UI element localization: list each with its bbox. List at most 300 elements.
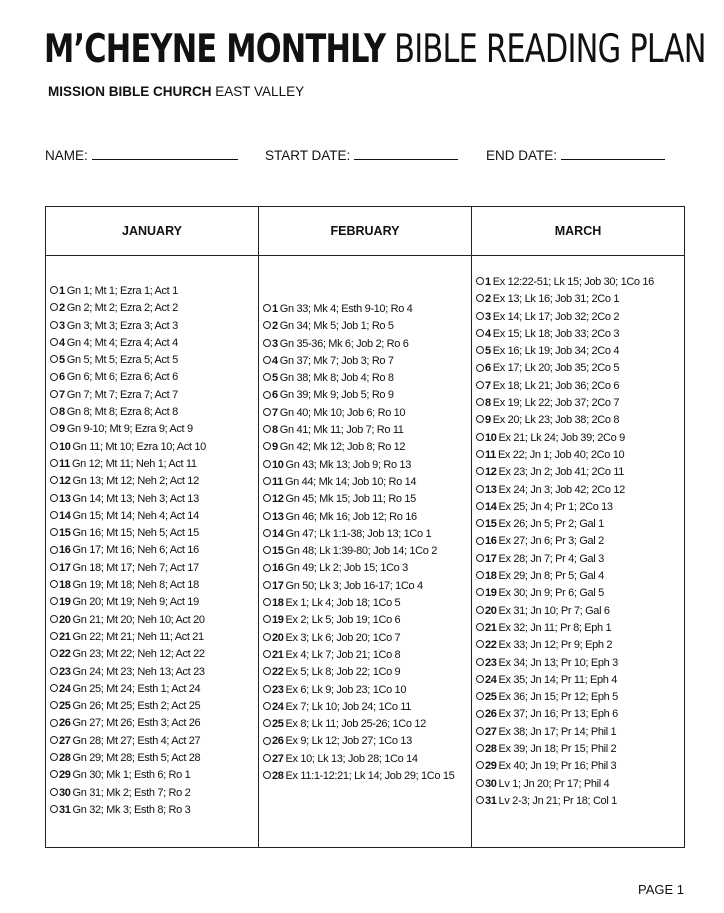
reading-item[interactable] [259,543,471,560]
reading-item[interactable] [46,300,258,317]
checkbox-circle-icon[interactable] [476,312,484,320]
reading-item[interactable] [259,457,471,474]
day-number: 25 [59,700,71,713]
checkbox-circle-icon[interactable] [50,597,58,605]
reading-item[interactable] [46,681,258,698]
reading-text: Ex 9; Lk 12; Job 27; 1Co 13 [285,735,412,748]
reading-text: Lv 2-3; Jn 21; Pr 18; Col 1 [498,794,617,807]
reading-item[interactable] [46,750,258,767]
day-number: 19 [272,614,284,627]
day-number: 4 [59,336,65,349]
reading-item[interactable] [472,482,684,499]
checkbox-circle-icon[interactable] [50,736,58,744]
reading-item[interactable] [46,525,258,542]
checkbox-circle-icon[interactable] [50,667,58,675]
reading-item[interactable] [259,474,471,491]
reading-item[interactable] [472,395,684,412]
checkbox-circle-icon[interactable] [50,494,58,502]
reading-text: Gn 9-10; Mt 9; Ezra 9; Act 9 [66,423,193,436]
day-number: 18 [485,570,497,583]
checkbox-circle-icon[interactable] [263,685,271,693]
reading-text: Gn 34; Mk 5; Job 1; Ro 5 [279,320,394,333]
reading-text: Ex 24; Jn 3; Job 42; 2Co 12 [498,483,625,496]
checkbox-circle-icon[interactable] [263,304,271,312]
day-number: 7 [59,388,65,401]
reading-item[interactable] [259,370,471,387]
reading-item[interactable] [259,578,471,595]
reading-item[interactable] [46,369,258,386]
reading-text: Ex 11:1-12:21; Lk 14; Job 29; 1Co 15 [285,770,455,783]
reading-text: Gn 27; Mt 26; Esth 3; Act 26 [72,717,201,730]
month-column-february [259,256,472,848]
checkbox-circle-icon[interactable] [476,381,484,389]
reading-item[interactable] [46,733,258,750]
checkbox-circle-icon[interactable] [50,407,58,415]
reading-item[interactable] [472,655,684,672]
reading-item[interactable] [259,630,471,647]
day-number: 26 [59,717,71,730]
checkbox-circle-icon[interactable] [263,460,271,468]
checkbox-circle-icon[interactable] [50,632,58,640]
checkbox-circle-icon[interactable] [476,606,484,614]
checkbox-circle-icon[interactable] [263,546,271,554]
reading-item[interactable] [472,378,684,395]
reading-item[interactable] [472,291,684,308]
reading-text: Ex 32; Jn 11; Pr 8; Eph 1 [498,621,612,634]
reading-item[interactable] [46,387,258,404]
reading-text: Gn 4; Mt 4; Ezra 4; Act 4 [66,336,178,349]
day-number: 21 [485,621,497,634]
checkbox-circle-icon[interactable] [476,710,484,718]
reading-text: Gn 29; Mt 28; Esth 5; Act 28 [72,752,201,765]
start-date-field[interactable] [265,145,458,163]
checkbox-circle-icon[interactable] [263,633,271,641]
end-date-line[interactable] [561,145,665,160]
day-number: 7 [272,406,278,419]
checkbox-circle-icon[interactable] [50,563,58,571]
reading-text: Ex 10; Lk 13; Job 28; 1Co 14 [285,752,418,765]
checkbox-circle-icon[interactable] [50,684,58,692]
reading-item[interactable] [472,464,684,481]
reading-text: Gn 18; Mt 17; Neh 7; Act 17 [72,561,199,574]
day-number: 30 [485,777,497,790]
reading-list-january [46,283,258,819]
reading-text: Ex 25; Jn 4; Pr 1; 2Co 13 [498,500,613,513]
checkbox-circle-icon[interactable] [263,615,271,623]
reading-text: Ex 29; Jn 8; Pr 5; Gal 4 [498,570,604,583]
reading-item[interactable] [46,785,258,802]
checkbox-circle-icon[interactable] [263,737,271,745]
reading-item[interactable] [259,664,471,681]
day-number: 9 [485,414,491,427]
reading-text: Gn 28; Mt 27; Esth 4; Act 27 [72,734,201,747]
checkbox-circle-icon[interactable] [50,355,58,363]
reading-item[interactable] [472,706,684,723]
checkbox-circle-icon[interactable] [263,598,271,606]
reading-item[interactable] [46,715,258,732]
reading-text: Ex 20; Lk 23; Job 38; 2Co 8 [492,414,620,427]
reading-item[interactable] [472,360,684,377]
reading-item[interactable] [259,422,471,439]
reading-text: Ex 7; Lk 10; Job 24; 1Co 11 [285,700,412,713]
checkbox-circle-icon[interactable] [50,649,58,657]
month-column-march [472,256,685,848]
checkbox-circle-icon[interactable] [476,467,484,475]
day-number: 22 [485,639,497,652]
reading-text: Ex 35; Jn 14; Pr 11; Eph 4 [498,673,618,686]
day-number: 5 [272,372,278,385]
reading-text: Ex 31; Jn 10; Pr 7; Gal 6 [498,604,610,617]
day-number: 31 [59,803,71,816]
checkbox-circle-icon[interactable] [476,364,484,372]
checkbox-circle-icon[interactable] [476,415,484,423]
reading-text: Ex 2; Lk 5; Job 19; 1Co 6 [285,614,401,627]
reading-item[interactable] [259,491,471,508]
reading-item[interactable] [472,793,684,810]
reading-item[interactable] [472,724,684,741]
checkbox-circle-icon[interactable] [476,761,484,769]
reading-item[interactable] [46,318,258,335]
reading-item[interactable] [46,508,258,525]
reading-item[interactable] [472,620,684,637]
checkbox-circle-icon[interactable] [263,356,271,364]
reading-text: Ex 8; Lk 11; Job 25-26; 1Co 12 [285,718,426,731]
checkbox-circle-icon[interactable] [263,391,271,399]
reading-text: Ex 37; Jn 16; Pr 13; Eph 6 [498,708,618,721]
checkbox-circle-icon[interactable] [476,294,484,302]
reading-item[interactable] [46,473,258,490]
reading-text: Gn 21; Mt 20; Neh 10; Act 20 [72,613,205,626]
reading-item[interactable] [472,274,684,291]
reading-item[interactable] [259,682,471,699]
day-number: 27 [59,734,71,747]
day-number: 21 [59,630,71,643]
start-date-line[interactable] [354,145,458,160]
reading-item[interactable] [259,733,471,750]
reading-item[interactable] [259,751,471,768]
reading-text: Ex 21; Lk 24; Job 39; 2Co 9 [498,431,625,444]
reading-item[interactable] [46,594,258,611]
checkbox-circle-icon[interactable] [50,701,58,709]
reading-item[interactable] [46,491,258,508]
reading-item[interactable] [46,404,258,421]
reading-item[interactable] [259,387,471,404]
reading-item[interactable] [46,283,258,300]
reading-item[interactable] [46,646,258,663]
reading-item[interactable] [46,456,258,473]
reading-item[interactable] [472,776,684,793]
reading-text: Ex 22; Jn 1; Job 40; 2Co 10 [497,448,625,461]
day-number: 30 [59,786,71,799]
checkbox-circle-icon[interactable] [476,779,484,787]
reading-text: Gn 45; Mk 15; Job 11; Ro 15 [285,493,416,506]
day-number: 12 [59,475,71,488]
name-field[interactable] [45,145,238,163]
reading-item[interactable] [472,499,684,516]
checkbox-circle-icon[interactable] [476,640,484,648]
checkbox-circle-icon[interactable] [263,512,271,520]
reading-text: Gn 1; Mt 1; Ezra 1; Act 1 [66,285,178,297]
reading-item[interactable] [46,439,258,456]
day-number: 8 [485,397,491,410]
day-number: 26 [485,708,497,721]
reading-text: Gn 14; Mt 13; Neh 3; Act 13 [72,492,199,505]
reading-item[interactable] [472,603,684,620]
reading-text: Gn 30; Mk 1; Esth 6; Ro 1 [72,769,191,782]
checkbox-circle-icon[interactable] [50,373,58,381]
reading-item[interactable] [472,741,684,758]
checkbox-circle-icon[interactable] [50,338,58,346]
checkbox-circle-icon[interactable] [50,546,58,554]
reading-item[interactable] [259,768,471,785]
reading-item[interactable] [46,335,258,352]
checkbox-circle-icon[interactable] [476,796,484,804]
day-number: 12 [485,466,497,479]
reading-item[interactable] [259,318,471,335]
day-number: 23 [272,683,284,696]
reading-item[interactable] [259,336,471,353]
reading-item[interactable] [472,637,684,654]
day-number: 28 [272,770,284,783]
reading-text: Lv 1; Jn 20; Pr 17; Phil 4 [498,777,610,790]
reading-text: Ex 40; Jn 19; Pr 16; Phil 3 [498,760,617,773]
reading-text: Gn 15; Mt 14; Neh 4; Act 14 [72,509,199,522]
checkbox-circle-icon[interactable] [263,754,271,762]
checkbox-circle-icon[interactable] [50,390,58,398]
reading-item[interactable] [46,664,258,681]
checkbox-circle-icon[interactable] [263,719,271,727]
day-number: 13 [485,483,497,496]
end-date-field[interactable] [486,145,665,163]
reading-list-february [259,301,471,785]
reading-item[interactable] [472,447,684,464]
day-number: 3 [59,319,65,332]
day-number: 3 [485,310,491,323]
reading-item[interactable] [46,577,258,594]
day-number: 25 [272,718,284,731]
checkbox-circle-icon[interactable] [476,623,484,631]
day-number: 6 [485,362,491,375]
checkbox-circle-icon[interactable] [50,476,58,484]
checkbox-circle-icon[interactable] [263,373,271,381]
checkbox-circle-icon[interactable] [476,329,484,337]
reading-item[interactable] [46,802,258,819]
page-number: PAGE 1 [637,882,684,897]
checkbox-circle-icon[interactable] [50,719,58,727]
checkbox-circle-icon[interactable] [50,442,58,450]
day-number: 24 [272,700,284,713]
reading-item[interactable] [46,698,258,715]
checkbox-circle-icon[interactable] [476,692,484,700]
reading-text: Gn 43; Mk 13; Job 9; Ro 13 [285,458,411,471]
reading-item[interactable] [259,526,471,543]
day-number: 17 [272,579,284,592]
reading-text: Gn 23; Mt 22; Neh 12; Act 22 [72,648,205,661]
page-title [44,26,706,74]
church-name-light: EAST VALLEY [215,84,305,99]
checkbox-circle-icon[interactable] [263,564,271,572]
reading-text: Gn 12; Mt 11; Neh 1; Act 11 [71,457,197,470]
reading-text: Ex 17; Lk 20; Job 35; 2Co 5 [492,362,620,375]
day-number: 19 [485,587,497,600]
checkbox-circle-icon[interactable] [50,580,58,588]
reading-text: Gn 25; Mt 24; Esth 1; Act 24 [72,682,201,695]
reading-item[interactable] [46,421,258,438]
day-number: 31 [485,794,497,807]
checkbox-circle-icon[interactable] [50,321,58,329]
checkbox-circle-icon[interactable] [476,502,484,510]
checkbox-circle-icon[interactable] [263,702,271,710]
checkbox-circle-icon[interactable] [263,529,271,537]
checkbox-circle-icon[interactable] [476,554,484,562]
reading-item[interactable] [259,560,471,577]
day-number: 13 [272,510,284,523]
reading-item[interactable] [472,758,684,775]
reading-text: Gn 47; Lk 1:1-38; Job 13; 1Co 1 [285,527,432,540]
reading-item[interactable] [472,309,684,326]
reading-text: Gn 8; Mt 8; Ezra 8; Act 8 [66,406,178,419]
reading-item[interactable] [472,516,684,533]
reading-list-march [472,274,684,810]
checkbox-circle-icon[interactable] [50,615,58,623]
reading-item[interactable] [472,585,684,602]
reading-item[interactable] [259,509,471,526]
checkbox-circle-icon[interactable] [263,425,271,433]
reading-item[interactable] [259,405,471,422]
checkbox-circle-icon[interactable] [263,442,271,450]
day-number: 5 [59,354,65,367]
day-number: 10 [485,431,497,444]
reading-item[interactable] [259,439,471,456]
reading-text: Gn 5; Mt 5; Ezra 5; Act 5 [66,354,178,367]
reading-item[interactable] [46,542,258,559]
day-number: 7 [485,379,491,392]
day-number: 20 [485,604,497,617]
church-name-bold: MISSION BIBLE CHURCH [48,84,212,99]
reading-text: Gn 13; Mt 12; Neh 2; Act 12 [72,475,199,488]
day-number: 28 [485,743,497,756]
reading-item[interactable] [472,689,684,706]
reading-item[interactable] [46,612,258,629]
checkbox-circle-icon[interactable] [263,650,271,658]
checkbox-circle-icon[interactable] [476,450,484,458]
month-header-january: JANUARY [46,207,259,256]
checkbox-circle-icon[interactable] [476,675,484,683]
checkbox-circle-icon[interactable] [476,727,484,735]
reading-item[interactable] [259,716,471,733]
reading-text: Ex 3; Lk 6; Job 20; 1Co 7 [285,631,401,644]
reading-item[interactable] [46,767,258,784]
checkbox-circle-icon[interactable] [50,286,58,294]
day-number: 21 [272,648,284,661]
checkbox-circle-icon[interactable] [476,277,484,285]
reading-item[interactable] [259,612,471,629]
checkbox-circle-icon[interactable] [263,339,271,347]
checkbox-circle-icon[interactable] [263,667,271,675]
reading-item[interactable] [259,647,471,664]
reading-item[interactable] [46,560,258,577]
day-number: 20 [59,613,71,626]
checkbox-circle-icon[interactable] [263,477,271,485]
reading-item[interactable] [472,533,684,550]
day-number: 23 [59,665,71,678]
checkbox-circle-icon[interactable] [50,511,58,519]
reading-item[interactable] [46,352,258,369]
checkbox-circle-icon[interactable] [476,658,484,666]
checkbox-circle-icon[interactable] [263,581,271,589]
reading-item[interactable] [472,568,684,585]
checkbox-circle-icon[interactable] [263,408,271,416]
checkbox-circle-icon[interactable] [476,485,484,493]
reading-item[interactable] [259,301,471,318]
checkbox-circle-icon[interactable] [50,753,58,761]
form-fields [0,145,724,165]
day-number: 14 [59,509,71,522]
checkbox-circle-icon[interactable] [50,805,58,813]
reading-text: Gn 11; Mt 10; Ezra 10; Act 10 [72,440,206,453]
checkbox-circle-icon[interactable] [476,398,484,406]
reading-text: Ex 1; Lk 4; Job 18; 1Co 5 [285,597,401,610]
reading-item[interactable] [259,353,471,370]
reading-text: Ex 19; Lk 22; Job 37; 2Co 7 [492,397,620,410]
day-number: 25 [485,691,497,704]
day-number: 15 [485,518,497,531]
checkbox-circle-icon[interactable] [50,424,58,432]
reading-item[interactable] [46,629,258,646]
day-number: 2 [59,302,65,315]
reading-item[interactable] [472,412,684,429]
title-light: BIBLE READING PLAN [394,27,706,72]
reading-item[interactable] [472,326,684,343]
checkbox-circle-icon[interactable] [50,303,58,311]
checkbox-circle-icon[interactable] [476,571,484,579]
reading-text: Ex 38; Jn 17; Pr 14; Phil 1 [498,725,617,738]
reading-text: Ex 39; Jn 18; Pr 15; Phil 2 [498,743,617,756]
day-number: 2 [485,293,491,306]
reading-item[interactable] [259,699,471,716]
reading-text: Ex 5; Lk 8; Job 22; 1Co 9 [285,666,401,679]
checkbox-circle-icon[interactable] [263,321,271,329]
checkbox-circle-icon[interactable] [476,346,484,354]
checkbox-circle-icon[interactable] [476,433,484,441]
name-line[interactable] [92,145,238,160]
reading-item[interactable] [259,595,471,612]
reading-item[interactable] [472,672,684,689]
checkbox-circle-icon[interactable] [50,788,58,796]
month-header-march: MARCH [472,207,685,256]
day-number: 18 [272,597,284,610]
day-number: 18 [59,579,71,592]
checkbox-circle-icon[interactable] [263,771,271,779]
checkbox-circle-icon[interactable] [263,494,271,502]
day-number: 4 [272,354,278,367]
checkbox-circle-icon[interactable] [476,537,484,545]
checkbox-circle-icon[interactable] [476,519,484,527]
reading-text: Gn 6; Mt 6; Ezra 6; Act 6 [66,371,178,384]
checkbox-circle-icon[interactable] [50,528,58,536]
day-number: 16 [59,544,71,557]
day-number: 17 [59,561,71,574]
reading-text: Gn 42; Mk 12; Job 8; Ro 12 [279,441,406,454]
checkbox-circle-icon[interactable] [50,459,58,467]
checkbox-circle-icon[interactable] [476,588,484,596]
reading-item[interactable] [472,343,684,360]
day-number: 24 [59,682,71,695]
reading-item[interactable] [472,430,684,447]
reading-item[interactable] [472,551,684,568]
checkbox-circle-icon[interactable] [476,744,484,752]
checkbox-circle-icon[interactable] [50,770,58,778]
